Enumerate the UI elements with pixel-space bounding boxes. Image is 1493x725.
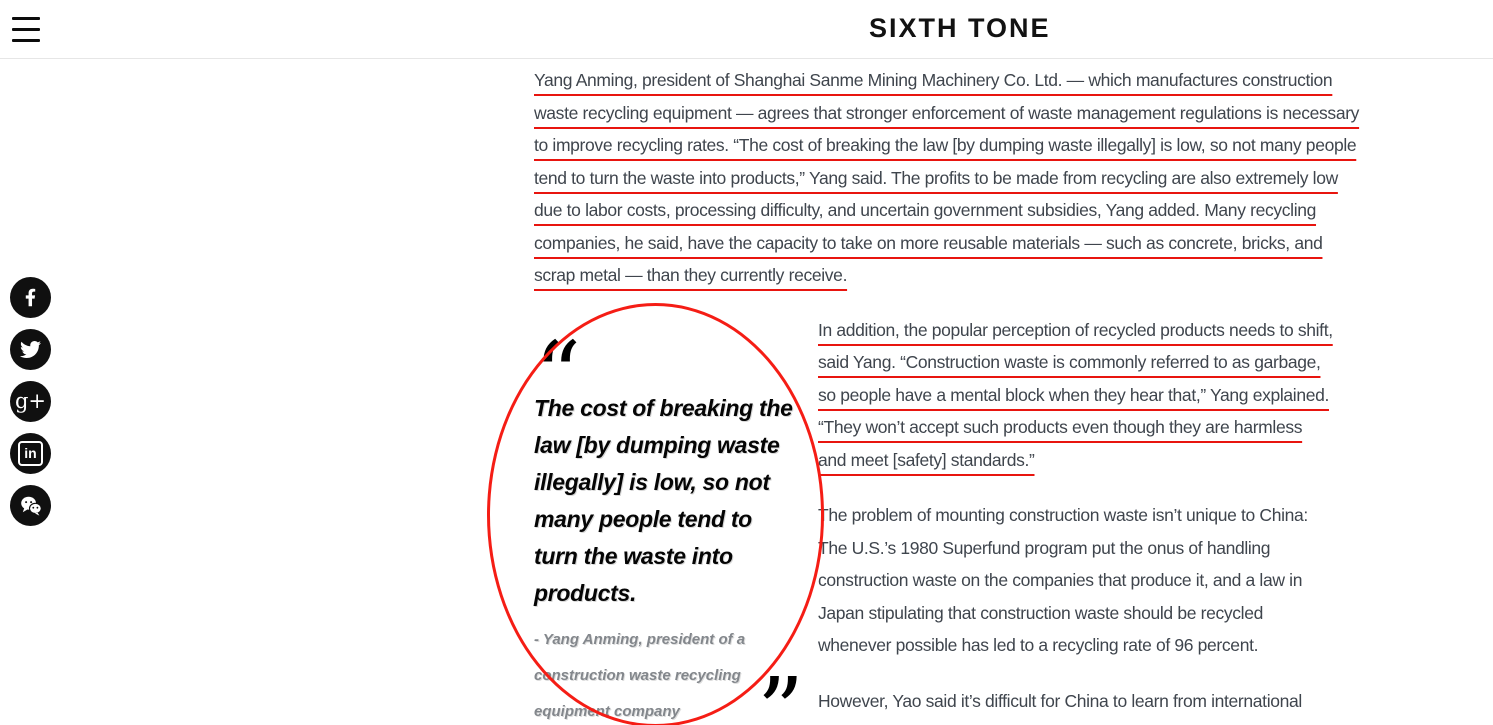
- social-share-rail: [10, 277, 51, 526]
- article-paragraph-1: Yang Anming, president of Shanghai Sanme Mining Machinery Co. Ltd. — which manufactures construction waste recycling equipment — agrees that stronger enforcement of waste management regulations is necessary to improve recycling rates. “The cost of breaking the law [by dumping waste illegally] is low, so not many people tend to turn the waste into products,” Yang said. The profits to be made from recycling are also extremely low due to labor costs, processing difficulty, and uncertain government subsidies, Yang added. Many recycling companies, he said, have the capacity to take on more reusable materials — such as concrete, bricks, and scrap metal — than they currently receive.: [534, 70, 1360, 285]
- pull-quote-attribution: - Yang Anming, president of a construction waste recycling equipment company: [534, 630, 746, 720]
- site-logo[interactable]: SIXTH TONE: [869, 13, 1051, 43]
- article-right-column: [818, 314, 1333, 718]
- wechat-icon: [19, 494, 43, 518]
- pull-quote-text: The cost of breaking the law [by dumping waste illegally] is low, so not many people tend to turn the waste into products.: [534, 394, 793, 606]
- facebook-share-icon[interactable]: [10, 277, 51, 318]
- article-paragraph-2: In addition, the popular perception of recycled products needs to shift, said Yang. “Construction waste is commonly referred to as garbage, so people have a mental block when they hear that,” Yang explained. “They won’t accept such products even though they are harmless and meet [safety] standards.”: [818, 319, 1333, 470]
- pull-quote-block: [534, 314, 818, 725]
- site-header: [0, 0, 1493, 59]
- facebook-icon: [25, 287, 36, 308]
- googleplus-icon: g+: [14, 389, 47, 413]
- article-body: [534, 64, 1366, 725]
- twitter-icon: [20, 339, 41, 360]
- linkedin-share-icon[interactable]: [10, 433, 51, 474]
- wechat-share-icon[interactable]: [10, 485, 51, 526]
- hamburger-menu-icon[interactable]: [12, 17, 40, 42]
- article-paragraph-3: The problem of mounting construction waste isn’t unique to China: The U.S.’s 1980 Superfund program put the onus of handling construction waste on the companies that produce it, and a law in Japan stipulating that construction waste should be recycled whenever possible has led to a recycling rate of 96 percent.: [818, 505, 1308, 655]
- article-paragraph-4: However, Yao said it’s difficult for China to learn from international: [818, 690, 1302, 711]
- twitter-share-icon[interactable]: [10, 329, 51, 370]
- open-quote-icon: “: [534, 321, 582, 429]
- googleplus-share-icon[interactable]: [10, 381, 51, 422]
- quote-row: [534, 314, 1366, 725]
- linkedin-icon: in: [18, 441, 42, 466]
- close-quote-icon: ”: [756, 657, 804, 725]
